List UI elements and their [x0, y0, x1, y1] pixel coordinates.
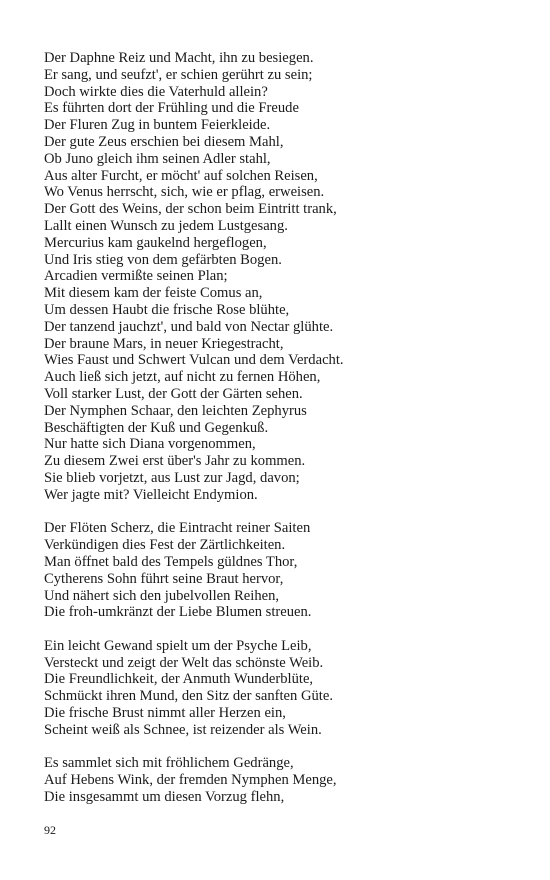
stanza	[44, 638, 514, 739]
verse-line: Doch wirkte dies die Vaterhuld allein?	[44, 83, 268, 100]
verse-line: Der Gott des Weins, der schon beim Eintritt trank,	[44, 201, 337, 218]
verse-line: Der gute Zeus erschien bei diesem Mahl,	[44, 133, 284, 150]
verse-line: Wer jagte mit? Vielleicht Endymion.	[44, 486, 258, 503]
verse-line: Die Freundlichkeit, der Anmuth Wunderblüte,	[44, 671, 314, 688]
verse-line: Auch ließ sich jetzt, auf nicht zu fernen Höhen,	[44, 369, 321, 386]
verse-line: Ein leicht Gewand spielt um der Psyche Leib,	[44, 637, 312, 654]
verse-line: Der Flöten Scherz, die Eintracht reiner Saiten	[44, 520, 311, 537]
verse-line: Auf Hebens Wink, der fremden Nymphen Menge,	[44, 772, 337, 789]
page-number: 92	[44, 823, 56, 837]
stanza	[44, 755, 514, 805]
verse-line: Beschäftigten der Kuß und Gegenkuß.	[44, 419, 269, 436]
verse-line: Zu diesem Zwei erst über's Jahr zu kommen.	[44, 453, 306, 470]
verse-line: Arcadien vermißte seinen Plan;	[44, 268, 228, 285]
verse-line: Er sang, und seufzt', er schien gerührt zu sein;	[44, 66, 313, 83]
verse-line: Der Daphne Reiz und Macht, ihn zu besiegen.	[44, 50, 314, 66]
verse-line: Und Iris stieg von dem gefärbten Bogen.	[44, 251, 282, 268]
verse-line: Es führten dort der Frühling und die Freude	[44, 100, 299, 117]
verse-line: Die insgesammt um diesen Vorzug flehn,	[44, 789, 285, 806]
verse-line: Mit diesem kam der feiste Comus an,	[44, 285, 263, 302]
verse-line: Mercurius kam gaukelnd hergeflogen,	[44, 234, 267, 251]
verse-line: Der braune Mars, in neuer Kriegestracht,	[44, 335, 284, 352]
poem-text	[44, 50, 514, 823]
verse-line: Die froh-umkränzt der Liebe Blumen streuen.	[44, 604, 312, 621]
verse-line: Es sammlet sich mit fröhlichem Gedränge,	[44, 755, 294, 772]
verse-line: Verkündigen dies Fest der Zärtlichkeiten.	[44, 537, 286, 554]
verse-line: Voll starker Lust, der Gott der Gärten sehen.	[44, 385, 303, 402]
verse-line: Nur hatte sich Diana vorgenommen,	[44, 436, 256, 453]
verse-line: Cytherens Sohn führt seine Braut hervor,	[44, 570, 284, 587]
verse-line: Aus alter Furcht, er möcht' auf solchen Reisen,	[44, 167, 318, 184]
verse-line: Man öffnet bald des Tempels güldnes Thor,	[44, 553, 298, 570]
verse-line: Der Fluren Zug in buntem Feierkleide.	[44, 117, 271, 134]
stanza	[44, 520, 514, 621]
verse-line: Die frische Brust nimmt aller Herzen ein,	[44, 705, 286, 722]
verse-line: Der tanzend jauchzt', und bald von Nectar glühte.	[44, 318, 334, 335]
verse-line: Um dessen Haubt die frische Rose blühte,	[44, 301, 290, 318]
verse-line: Der Nymphen Schaar, den leichten Zephyrus	[44, 402, 307, 419]
verse-line: Wo Venus herrscht, sich, wie er pflag, erweisen.	[44, 184, 325, 201]
verse-line: Und nähert sich den jubelvollen Reihen,	[44, 587, 280, 604]
stanza	[44, 50, 514, 504]
verse-line: Sie blieb vorjetzt, aus Lust zur Jagd, davon;	[44, 469, 300, 486]
verse-line: Lallt einen Wunsch zu jedem Lustgesang.	[44, 217, 288, 234]
verse-line: Scheint weiß als Schnee, ist reizender als Wein.	[44, 721, 322, 738]
verse-line: Schmückt ihren Mund, den Sitz der sanften Güte.	[44, 688, 333, 705]
verse-line: Ob Juno gleich ihm seinen Adler stahl,	[44, 150, 271, 167]
verse-line: Versteckt und zeigt der Welt das schönste Weib.	[44, 654, 324, 671]
verse-line: Wies Faust und Schwert Vulcan und dem Verdacht.	[44, 352, 344, 369]
